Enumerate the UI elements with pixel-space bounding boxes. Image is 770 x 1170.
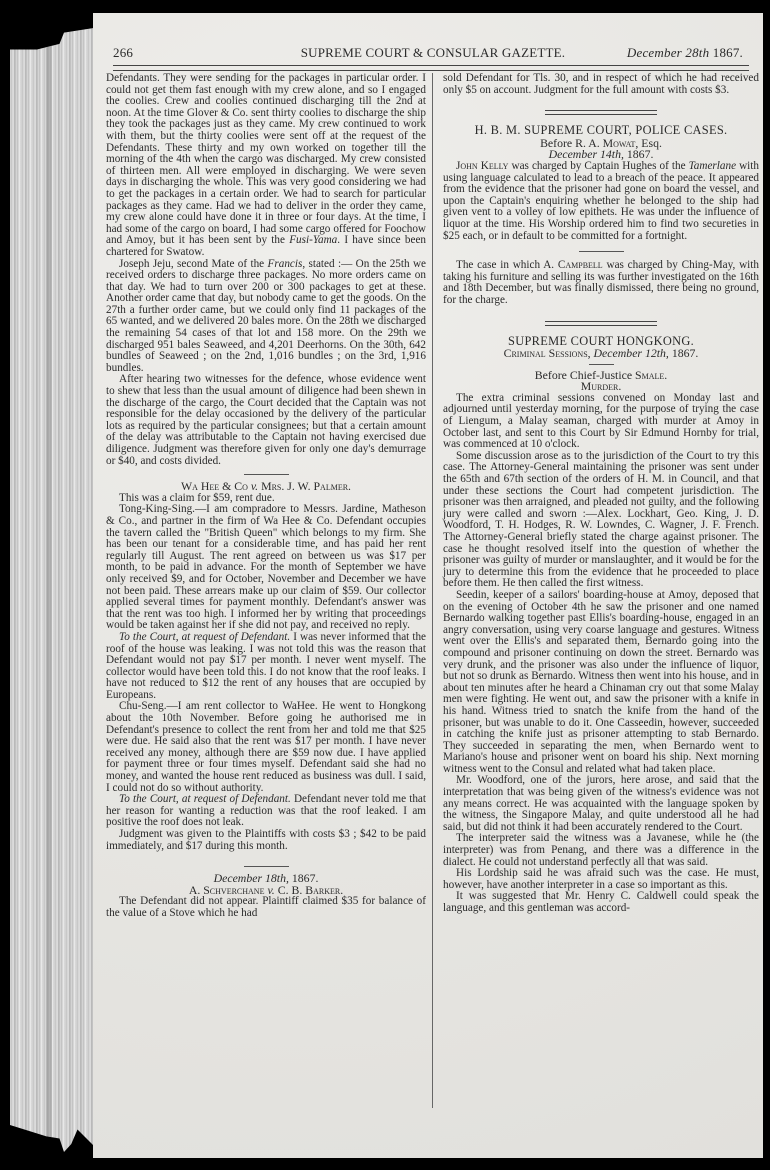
article-paragraph xyxy=(443,260,759,306)
judge-name: Smale. xyxy=(635,367,668,382)
section-heading: SUPREME COURT HONGKONG. xyxy=(508,333,694,348)
ship-name: Francis xyxy=(267,257,303,270)
text-run: with using language calculated to lead to a breach of the peace. It appeared from the evidence that the prisoner had gone on board the vessel, and upon the Captain's enquiring whether he belonged to the ship had given vent to a volley of low epithets. He was under the influence of liquor at the time. His Worship ordered him to find two secureties in $25 each, or in default to be committed for a fortnight. xyxy=(443,159,759,242)
article-paragraph xyxy=(106,73,426,259)
judge-name: Mowat, xyxy=(602,135,639,150)
text-run: Defendants. They were sending for the packages in particular order. I could not get them fast enough with my crew alone, and so I engaged the coolies. Crew and coolies continued discharging till the 2nd at noon. At the time Glover & Co. sent thirty coolies to discharge the ship they took the packages just as they came. My crew continued to work with them, but the thirty coolies were sent off at the request of the Defendants. These thirty and my own worked on together till the morning of the 4th when the cargo was discharged. My crew consisted of thirteen men. All were employed in discharging. We were seven days in discharging the whole. This was very good considering we had to get the packages in a certain order. We had to search for particular packages as they came. Had we had to deliver in the order they came, my crew alone could have done it in three or four days. At the time, I had some of the cargo on board, I had some cargo offered for Foochow and Amoy, but it has been sent by the xyxy=(106,72,426,247)
article-paragraph: His Lordship said he was afraid such was the case. He must, however, have another interpreter in a case so important as this. xyxy=(443,867,759,891)
article-paragraph xyxy=(106,632,426,702)
section-heading: H. B. M. SUPREME COURT, POLICE CASES. xyxy=(474,123,728,138)
article-paragraph: Judgment was given to the Plaintiffs with costs $3 ; $42 to be paid immediately, and $17 during this month. xyxy=(106,828,426,852)
issue-date-year: 1867. xyxy=(712,45,743,60)
text-run: was charged by Ching-May, with taking his furniture and selling its was further investigated on the 16th and 18th December, but was finally dismissed, there being no ground, for the charge. xyxy=(443,259,759,306)
newspaper-page xyxy=(93,13,763,1158)
defendant-name: Mrs. J. W. Palmer. xyxy=(261,479,351,494)
article-paragraph: This was a claim for $59, rent due. xyxy=(119,491,275,504)
issue-date-month: December 28th xyxy=(626,45,710,60)
book-page-edges xyxy=(10,27,100,1152)
article-paragraph: The Defendant did not appear. Plaintiff claimed $35 for balance of the value of a Stove which he had xyxy=(106,895,426,919)
italic-lead: To the Court, at request of Defendant. xyxy=(119,793,291,806)
article-paragraph xyxy=(106,794,426,829)
text-run: The case in which A. xyxy=(456,259,558,272)
right-column xyxy=(443,73,759,915)
plaintiff-name: Wa Hee & Co xyxy=(180,479,248,494)
text-run: Defendant never told me that her reason for wanting a reduction was that the roof leaked. I am positive the roof does not leak. xyxy=(106,793,426,829)
defendant-name: Campbell xyxy=(557,259,603,272)
left-column xyxy=(106,73,426,920)
section-divider xyxy=(579,251,624,252)
text-run: Esq. xyxy=(638,135,662,150)
date-year: 1867. xyxy=(288,871,319,886)
charge-heading: Murder. xyxy=(580,379,622,394)
section-divider xyxy=(545,321,657,326)
page-number: 266 xyxy=(113,45,134,60)
article-paragraph: After hearing two witnesses for the defence, whose evidence went to shew that less than the usual amount of diligence had been shewn in the discharge of the cargo, the Court decided that the Captain was not responsible for the delay occasioned by the delivery of the particular lots as required by the particular consignees; but that a certain amount of the delay was attributable to the Captain not having exercised due diligence. Judgment was therefore given for only one day's demurrage or $40, and costs divided. xyxy=(106,373,426,467)
article-paragraph: Chu-Seng.—I am rent collector to WaHee. He went to Hongkong about the 10th November. Before going he authorised me in Defendant's presence to collect the rent from her and told me that $25 were due. He said also that the rent was $17 per month. I have never received any money, although there are $59 now due. I have applied for payment three or four times myself. Defendant said she had no money, and wanted the house rent reduced as business was dull. I said, I could not do so without authority. xyxy=(106,700,426,794)
article-paragraph: Some discussion arose as to the jurisdiction of the Court to try this case. The Attorney-General maintaining the prisoner was sent under the 65th and 67th section of the orders of H. M. in Council, and that under these sections the Court had competent jurisdiction. The prisoner was then arraigned, and pleaded not guilty, and the following jury were called and sworn :—Alex. Lockhart, Geo. King, J. D. Woodford, T. H. Hodges, R. W. Lowndes, C. Wagner, J. F. French. The Attorney-General briefly stated the charge against prisoner. The case he thought resolved itself into the question of whether the prisoner was guilty of murder or manslaughter, and it would be for the jury to determine this from the evidence that he proceeded to place before them. He then called the first witness. xyxy=(443,449,759,590)
defendant-name: John Kelly xyxy=(456,159,509,172)
page-header xyxy=(113,43,753,63)
date-text: December 18th, xyxy=(213,871,289,886)
section-divider xyxy=(589,364,614,365)
text-run: Joseph Jeju, second Mate of the xyxy=(119,257,265,270)
text-run: was charged by Captain Hughes of the xyxy=(508,159,689,172)
article-paragraph: It was suggested that Mr. Henry C. Caldwell could speak the language, and this gentleman was accord- xyxy=(443,890,759,914)
article-paragraph xyxy=(443,161,759,242)
text-run: , stated :— On the 25th we received orders to discharge three packages. No more orders came on that day. We had to turn over 200 or 300 packages to get at these. Another order came that day, but nobody came to get the goods. On the 27th a further order came, but we could only find 11 packages of the 65 wanted, and we delivered 20 bales more. On the 28th we discharged the remaining 54 cases of that lot and 158 more. On the 29th we discharged 951 bales Seaweed, and 4,201 Deerhorns. On the 30th, 642 bundles of Seaweed ; on the 2nd, 1,016 bundles ; on the 3rd, 1,916 bundles. xyxy=(106,257,427,374)
article-paragraph xyxy=(106,259,426,375)
text-run: Before R. A. xyxy=(540,135,600,150)
article-paragraph: The interpreter said the witness was a Javanese, while he (the interpreter) was from Penang, and there was a difference in the dialect. He could not understand perfectly all that was said. xyxy=(443,832,759,868)
article-paragraph: Tong-King-Sing.—I am compradore to Messrs. Jardine, Matheson & Co., and partner in the firm of Wa Hee & Co. Defendant occupies the tavern called the "British Queen" which belongs to my firm. She has been our tenant for a considerable time, and has paid her rent regularly till August. The rent agreed on between us was $17 per month, to be paid in advance. For the month of September we have only received $9, and for October, November and December we have not been paid. These arrears make up our claim of $59. Our collector applied several times for payment monthly. Defendant's answer was that the rent was too high. I informed her by writing that proceedings would be taken against her if she did not pay, and received no reply. xyxy=(106,503,426,632)
publication-title: SUPREME COURT & CONSULAR GAZETTE. xyxy=(300,45,566,60)
article-paragraph: Seedin, keeper of a sailors' boarding-house at Amoy, deposed that on the evening of October 4th he saw the prisoner and one named Bernardo walking together past Ellis's boarding-house, engaged in an angry conversation, using very coarse language and gestures. Witness went over the Ellis's and separated them, Bernardo going into the compound and prisoner continuing on down the street. Bernardo was very drunk, and the prisoner was also under the influence of liquor, but not so drunk as Bernardo. Witness then went into his house, and in about ten minutes after he heard a Chinaman cry out that some Malay men were fighting. He went out, and saw the prisoner with a knife in his hand. Witness tried to snatch the knife from the hand of the prisoner, but was unable to do it. One Casseedin, however, succeeded in catching the knife just as prisoner attempting to stab Bernardo. They succeeded in separating the men, when Bernardo went to Mariano's house and prisoner went on board his ship. Next morning witness went to the Consul and related what had taken place. xyxy=(443,588,759,775)
section-divider xyxy=(244,474,289,475)
text-run: . I have since been chartered for Swatow. xyxy=(106,234,427,258)
ship-name: Tamerlane xyxy=(688,159,737,172)
issue-date xyxy=(627,45,743,61)
text-run: Before Chief-Justice xyxy=(534,367,633,382)
italic-lead: To the Court, at request of Defendant. xyxy=(119,630,291,643)
section-divider xyxy=(244,866,289,867)
date-year: 1867. xyxy=(623,147,654,162)
header-rule xyxy=(113,65,749,71)
article-paragraph: Mr. Woodford, one of the jurors, here arose, and said that the interpretation that was being given of the witness's evidence was not any means correct. He was acquainted with the language spoken by the witness, the Singapore Malay, and quite understood all he had said, but did not think it had been accurately rendered to the Court. xyxy=(443,774,759,833)
column-divider xyxy=(432,73,433,1108)
date-text: December 12th, xyxy=(590,346,669,361)
date-year: 1867. xyxy=(668,346,699,361)
defendant-name: C. B. Barker. xyxy=(277,882,344,897)
ship-name: Fusi-Yama xyxy=(289,234,338,247)
date-text: December 14th, xyxy=(548,147,624,162)
text-run: Criminal Sessions, xyxy=(503,346,591,361)
section-divider xyxy=(545,110,657,115)
text-run: I was never informed that the roof of the house was leaking. I was not told this was the reason that Defendant would not pay $17 per month. I never went myself. The collector would have been told this. I do not know that the roof leaks. I have not reduced to $12 the rent of any houses that are occupied by Europeans. xyxy=(106,630,427,701)
article-paragraph: sold Defendant for Tls. 30, and in respect of which he had received only $5 on account. Judgment for the full amount with costs $3. xyxy=(443,72,759,96)
article-paragraph: The extra criminal sessions convened on Monday last and adjourned until yesterday morning, for the purpose of trying the case of Liengum, a Malay seaman, charged with murder at Amoy in October last, and sent to this Court by Sir Edmund Hornby for trial, was commenced at 10 o'clock. xyxy=(443,391,759,451)
versus: v. xyxy=(267,882,275,897)
session-subheading xyxy=(443,348,759,360)
versus: v. xyxy=(250,479,259,494)
plaintiff-name: A. Schverchane xyxy=(188,882,265,897)
